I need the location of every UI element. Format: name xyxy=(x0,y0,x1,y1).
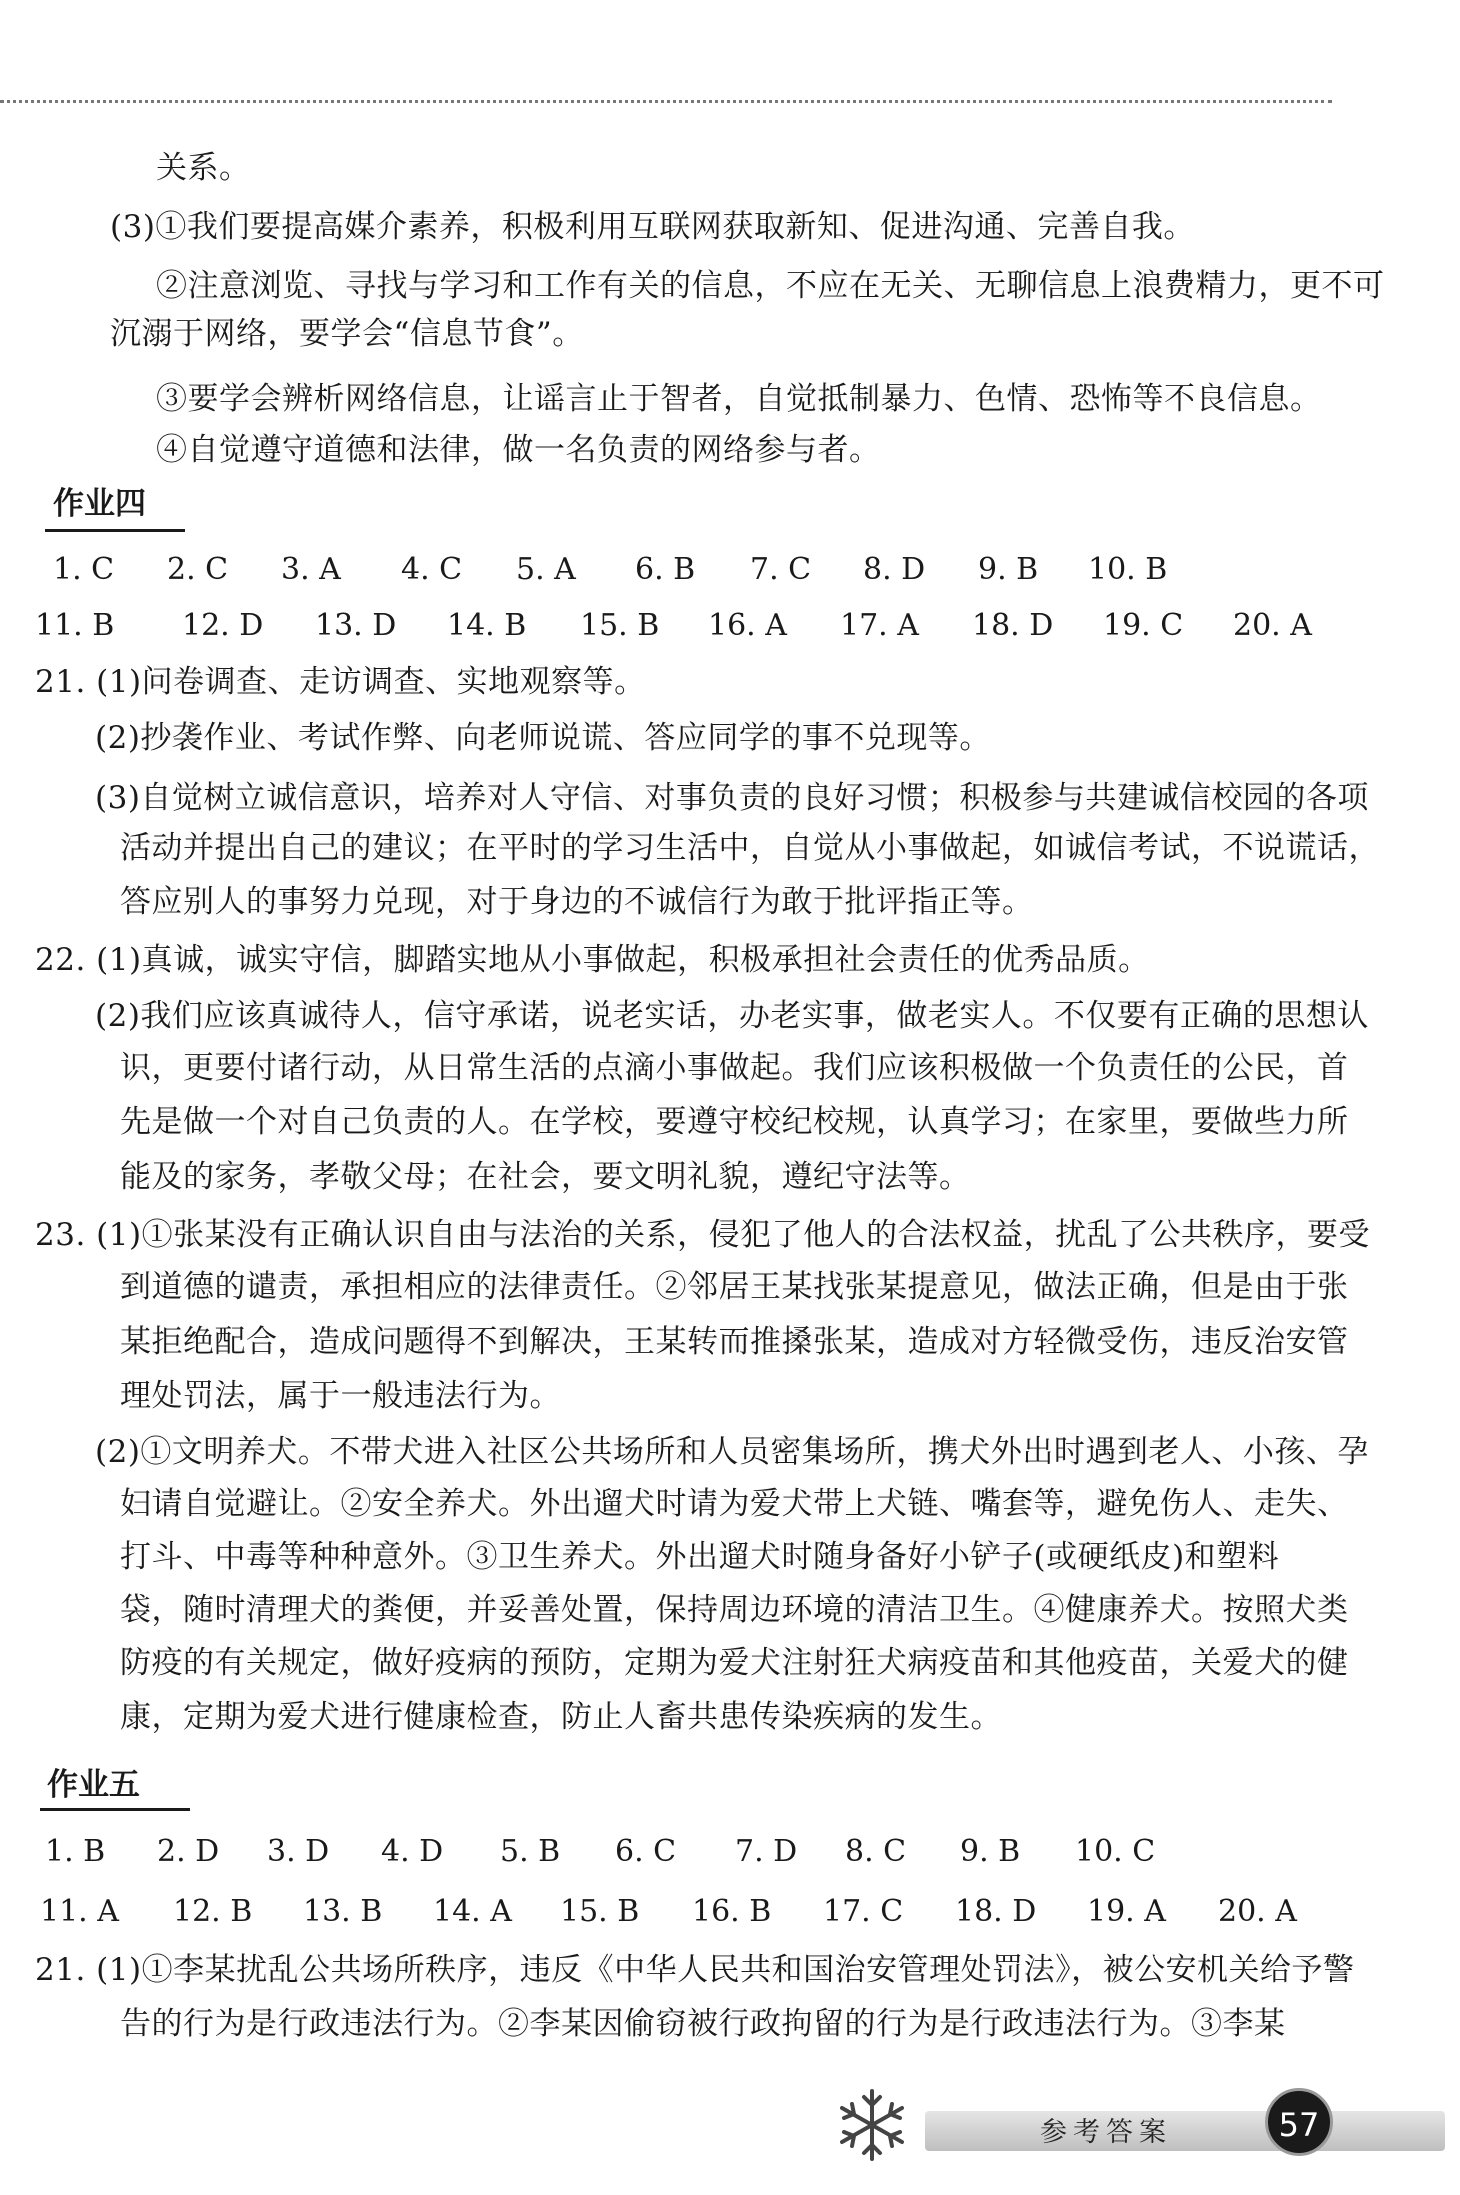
answer-row xyxy=(53,550,1353,590)
answer-item: 5. A xyxy=(516,552,576,587)
text-line: 妇请自觉避让。②安全养犬。外出遛犬时请为爱犬带上犬链、嘴套等，避免伤人、走失、 xyxy=(120,1486,1349,1522)
answer-item: 12. B xyxy=(173,1894,253,1929)
answer-item: 18. D xyxy=(972,608,1054,643)
heading-underline xyxy=(40,1808,190,1811)
answer-item: 20. A xyxy=(1233,608,1312,643)
answer-item: 2. C xyxy=(167,552,229,587)
answer-item: 15. B xyxy=(580,608,660,643)
answer-item: 19. C xyxy=(1103,608,1184,643)
answer-item: 9. B xyxy=(960,1834,1021,1869)
answer-item: 6. B xyxy=(635,552,696,587)
answer-item: 2. D xyxy=(157,1834,220,1869)
answer-item: 11. A xyxy=(40,1894,119,1929)
answer-item: 15. B xyxy=(560,1894,640,1929)
answer-item: 18. D xyxy=(955,1894,1037,1929)
answer-item: 10. B xyxy=(1088,552,1168,587)
text-line: 先是做一个对自己负责的人。在学校，要遵守校纪校规，认真学习；在家里，要做些力所 xyxy=(120,1104,1349,1140)
section-heading-hw4: 作业四 xyxy=(53,486,146,522)
answer-item: 17. C xyxy=(823,1894,904,1929)
text-line: 答应别人的事努力兑现，对于身边的不诚信行为敢于批评指正等。 xyxy=(120,884,1034,920)
answer-item: 5. B xyxy=(500,1834,561,1869)
answer-item: 17. A xyxy=(840,608,919,643)
answer-item: 7. C xyxy=(750,552,812,587)
text-line: 袋，随时清理犬的粪便，并妥善处置，保持周边环境的清洁卫生。④健康养犬。按照犬类 xyxy=(120,1592,1349,1628)
snowflake-icon xyxy=(832,2085,912,2165)
text-line: 21. (1)①李某扰乱公共场所秩序，违反《中华人民共和国治安管理处罚法》，被公安机关给予警 xyxy=(35,1952,1355,1988)
text-line: (2)抄袭作业、考试作弊、向老师说谎、答应同学的事不兑现等。 xyxy=(95,720,991,756)
answer-item: 1. C xyxy=(53,552,115,587)
answer-item: 20. A xyxy=(1218,1894,1297,1929)
text-line: (2)我们应该真诚待人，信守承诺，说老实话，办老实事，做老实人。不仅要有正确的思想认 xyxy=(95,998,1369,1034)
answer-item: 16. A xyxy=(708,608,787,643)
answer-item: 16. B xyxy=(692,1894,772,1929)
answer-item: 19. A xyxy=(1087,1894,1166,1929)
answer-item: 13. B xyxy=(303,1894,383,1929)
text-line: (3)自觉树立诚信意识，培养对人守信、对事负责的良好习惯；积极参与共建诚信校园的各项 xyxy=(95,780,1369,816)
answer-item: 12. D xyxy=(182,608,264,643)
text-line: 到道德的谴责，承担相应的法律责任。②邻居王某找张某提意见，做法正确，但是由于张 xyxy=(120,1269,1349,1305)
text-line: 防疫的有关规定，做好疫病的预防，定期为爱犬注射狂犬病疫苗和其他疫苗，关爱犬的健 xyxy=(120,1645,1349,1681)
text-line: 康，定期为爱犬进行健康检查，防止人畜共患传染疾病的发生。 xyxy=(120,1699,1002,1735)
text-line: 沉溺于网络，要学会“信息节食”。 xyxy=(110,316,584,352)
answer-item: 14. A xyxy=(433,1894,512,1929)
text-line: (2)①文明养犬。不带犬进入社区公共场所和人员密集场所，携犬外出时遇到老人、小孩、孕 xyxy=(95,1434,1369,1470)
answer-item: 4. C xyxy=(401,552,463,587)
text-line: 识，更要付诸行动，从日常生活的点滴小事做起。我们应该积极做一个负责任的公民，首 xyxy=(120,1050,1349,1086)
text-line: 某拒绝配合，造成问题得不到解决，王某转而推搡张某，造成对方轻微受伤，违反治安管 xyxy=(120,1324,1349,1360)
text-line: ③要学会辨析网络信息，让谣言止于智者，自觉抵制暴力、色情、恐怖等不良信息。 xyxy=(156,381,1322,417)
answer-item: 13. D xyxy=(315,608,397,643)
answer-item: 14. B xyxy=(447,608,527,643)
answer-item: 11. B xyxy=(35,608,115,643)
text-line: (3)①我们要提高媒介素养，积极利用互联网获取新知、促进沟通、完善自我。 xyxy=(110,209,1195,245)
section-heading-hw5: 作业五 xyxy=(47,1767,140,1803)
answer-item: 8. C xyxy=(845,1834,907,1869)
answer-item: 7. D xyxy=(735,1834,798,1869)
answer-row xyxy=(40,1892,1360,1932)
text-line: 关系。 xyxy=(156,150,251,186)
text-line: ②注意浏览、寻找与学习和工作有关的信息，不应在无关、无聊信息上浪费精力，更不可 xyxy=(156,268,1385,304)
text-line: 能及的家务，孝敬父母；在社会，要文明礼貌，遵纪守法等。 xyxy=(120,1159,971,1195)
answer-item: 4. D xyxy=(381,1834,444,1869)
heading-underline xyxy=(45,529,185,532)
answer-item: 3. A xyxy=(281,552,341,587)
footer-bar xyxy=(925,2111,1445,2151)
answer-item: 9. B xyxy=(978,552,1039,587)
answer-row xyxy=(35,606,1355,646)
text-line: ④自觉遵守道德和法律，做一名负责的网络参与者。 xyxy=(156,432,881,468)
answer-row xyxy=(45,1832,1345,1872)
top-dotted-rule xyxy=(0,100,1332,103)
answer-item: 10. C xyxy=(1075,1834,1156,1869)
footer-label: 参考答案 xyxy=(1040,2117,1172,2148)
text-line: 打斗、中毒等种种意外。③卫生养犬。外出遛犬时随身备好小铲子(或硬纸皮)和塑料 xyxy=(120,1539,1280,1575)
answer-item: 1. B xyxy=(45,1834,106,1869)
text-line: 告的行为是行政违法行为。②李某因偷窃被行政拘留的行为是行政违法行为。③李某 xyxy=(120,2006,1286,2042)
answer-item: 6. C xyxy=(615,1834,677,1869)
text-line: 22. (1)真诚，诚实守信，脚踏实地从小事做起，积极承担社会责任的优秀品质。 xyxy=(35,942,1150,978)
answer-item: 3. D xyxy=(267,1834,330,1869)
page-number: 57 xyxy=(1265,2088,1333,2156)
text-line: 23. (1)①张某没有正确认识自由与法治的关系，侵犯了他人的合法权益，扰乱了公共秩序，要受 xyxy=(35,1217,1371,1253)
text-line: 21. (1)问卷调查、走访调查、实地观察等。 xyxy=(35,664,646,700)
answer-item: 8. D xyxy=(863,552,926,587)
text-line: 活动并提出自己的建议；在平时的学习生活中，自觉从小事做起，如诚信考试，不说谎话， xyxy=(120,830,1380,866)
text-line: 理处罚法，属于一般违法行为。 xyxy=(120,1378,561,1414)
